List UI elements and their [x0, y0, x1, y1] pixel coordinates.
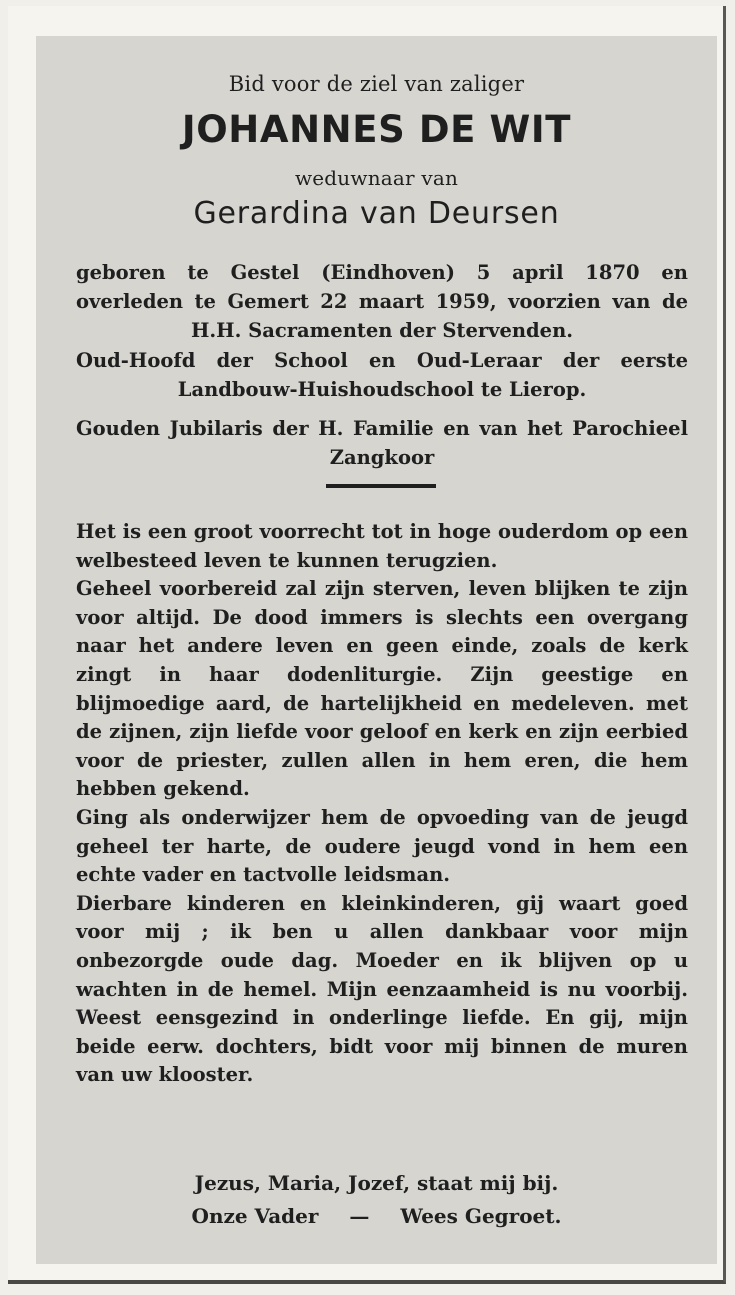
bio-jubilee: Gouden Jubilaris der H. Familie en van het Parochieel Zangkoor: [76, 417, 688, 469]
bio-birth-death: geboren te Gestel (Eindhoven) 5 april 1870 en overleden te Gemert 22 maart 1959, voorzien van de H.H. Sacramenten der Stervenden.: [76, 261, 688, 342]
card-print-area: [36, 36, 717, 1264]
paragraph: Dierbare kinderen en kleinkinderen, gij waart goed voor mij ; ik ben u allen dankbaar voor mijn onbezorgde oude dag. Moeder en ik blijven op u wachten in de hemel. Mijn eenzaamheid is nu voorbij. Weest eensgezind in onderlinge liefde. En gij, mijn beide eerw. dochters, bidt voor mij binnen de muren van uw klooster.: [76, 891, 688, 1087]
prayer-our-father: Onze Vader: [191, 1204, 319, 1228]
card-content: [36, 36, 717, 1264]
memorial-text: [76, 518, 688, 1090]
paragraph: Geheel voorbereid zal zijn sterven, leven blijken te zijn voor altijd. De dood immers is slechts een overgang naar het andere leven en geen einde, zoals de kerk zingt in haar dodenliturgie. Zijn geestige en blijmoedige aard, de hartelijkheid en medeleven. met de zijnen, zijn liefde voor geloof en kerk en zijn eerbied voor de priester, zullen allen in hem eren, die hem hebben gekend.: [76, 577, 688, 801]
memorial-card: [8, 6, 726, 1284]
prayers-line: [36, 1204, 717, 1228]
bio-profession: Oud-Hoofd der School en Oud-Leraar der eerste Landbouw-Huishoudschool te Lierop.: [76, 349, 688, 401]
intro-line: Bid voor de ziel van zaliger: [228, 72, 525, 96]
divider-rule: [326, 484, 436, 488]
invocation: Jezus, Maria, Jozef, staat mij bij.: [194, 1171, 559, 1195]
spouse-name: Gerardina van Deursen: [193, 196, 560, 231]
deceased-name: JOHANNES DE WIT: [181, 108, 572, 151]
paragraph: Het is een groot voorrecht tot in hoge ouderdom op een welbesteed leven te kunnen terugzien.: [76, 520, 688, 572]
prayer-hail-mary: Wees Gegroet.: [400, 1204, 562, 1228]
paragraph: Ging als onderwijzer hem de opvoeding van de jeugd geheel ter harte, de oudere jeugd vond in hem een echte vader en tactvolle leidsman.: [76, 805, 688, 887]
widower-line: weduwnaar van: [294, 166, 459, 190]
prayer-separator: —: [349, 1204, 370, 1228]
